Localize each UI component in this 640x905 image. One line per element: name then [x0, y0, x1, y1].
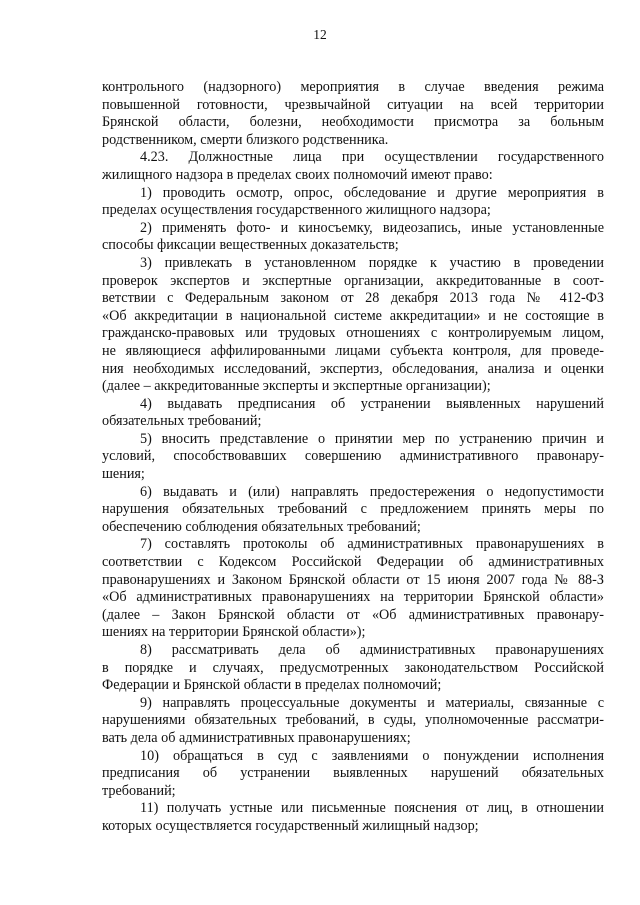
text-line: обеспечению соблюдения обязательных требований; [102, 518, 421, 535]
text-line: 9) направлять процессуальные документы и материалы, связанные с [140, 694, 604, 711]
text-line: нарушения обязательных требований с предложением принять меры по [102, 501, 604, 518]
paragraph [102, 431, 604, 484]
paragraph [102, 149, 604, 184]
paragraph [102, 255, 604, 396]
text-line: гражданско-правовых или трудовых отношениях с контролируемым лицом, [102, 325, 604, 342]
text-line: 7) составлять протоколы об административных правонарушениях в [140, 536, 604, 553]
paragraph [102, 695, 604, 748]
text-line: родственником, смерти близкого родственника. [102, 131, 389, 148]
paragraph [102, 484, 604, 537]
text-line: (далее – аккредитованные эксперты и экспертные организации); [102, 378, 491, 395]
text-line: 4) выдавать предписания об устранении выявленных нарушений [140, 395, 604, 412]
text-line: «Об административных правонарушениях на территории Брянской области» [102, 589, 604, 606]
text-line: обязательных требований; [102, 413, 262, 430]
text-line: соответствии с Кодексом Российской Федерации об административных [102, 554, 604, 571]
text-line: правонарушениях и Законом Брянской области от 15 июня 2007 года № 88-З [102, 571, 604, 588]
text-line: 4.23. Должностные лица при осуществлении государственного [140, 149, 604, 166]
text-line: повышенной готовности, чрезвычайной ситуации на всей территории [102, 96, 604, 113]
text-line: 2) применять фото- и киносъемку, видеозапись, иные установленные [140, 219, 604, 236]
text-line: 1) проводить осмотр, опрос, обследование и другие мероприятия в [140, 184, 604, 201]
text-line: 3) привлекать в установленном порядке к участию в проведении [140, 254, 604, 271]
text-line: требований; [102, 782, 176, 799]
text-line: ния необходимых исследований, экспертиз, обследования, анализа и оценки [102, 360, 604, 377]
document-body [102, 79, 604, 836]
paragraph [102, 536, 604, 642]
paragraph [102, 396, 604, 431]
text-line: (далее – Закон Брянской области от «Об административных правонару- [102, 606, 604, 623]
paragraph [102, 642, 604, 695]
text-line: 11) получать устные или письменные пояснения от лиц, в отношении [140, 800, 604, 817]
text-line: в порядке и случаях, предусмотренных законодательством Российской [102, 659, 604, 676]
text-line: Брянской области, болезни, необходимости присмотра за больным [102, 114, 604, 131]
text-line: не являющиеся аффилированными лицами субъекта контроля, для проведе- [102, 342, 604, 359]
text-line: вать дела об административных правонарушениях; [102, 729, 411, 746]
text-line: нарушениями обязательных требований, в суды, уполномоченные рассматри- [102, 712, 604, 729]
text-line: шениях на территории Брянской области»); [102, 624, 366, 641]
text-line: шения; [102, 466, 145, 483]
text-line: «Об аккредитации в национальной системе аккредитации» и не состоящие в [102, 307, 604, 324]
text-line: 5) вносить представление о принятии мер по устранению причин и [140, 430, 604, 447]
paragraph [102, 79, 604, 149]
text-line: предписания об устранении выявленных нарушений обязательных [102, 765, 604, 782]
text-line: проверок экспертов и экспертные организации, аккредитованные в соот- [102, 272, 604, 289]
text-line: пределах осуществления государственного жилищного надзора; [102, 202, 491, 219]
text-line: 6) выдавать и (или) направлять предостережения о недопустимости [140, 483, 604, 500]
text-line: жилищного надзора в пределах своих полномочий имеют право: [102, 166, 493, 183]
page-number: 12 [313, 27, 327, 42]
paragraph [102, 800, 604, 835]
text-line: 8) рассматривать дела об административных правонарушениях [140, 642, 604, 658]
text-line: контрольного (надзорного) мероприятия в случае введения режима [102, 79, 604, 95]
paragraph [102, 220, 604, 255]
text-line: ветствии с Федеральным законом от 28 декабря 2013 года № 412-ФЗ [102, 290, 604, 307]
text-line: которых осуществляется государственный жилищный надзор; [102, 817, 479, 834]
text-line: условий, способствовавших совершению административного правонару- [102, 448, 604, 465]
text-line: Федерации и Брянской области в пределах полномочий; [102, 677, 442, 694]
paragraph [102, 185, 604, 220]
text-line: 10) обращаться в суд с заявлениями о понуждении исполнения [140, 747, 604, 764]
paragraph [102, 748, 604, 801]
text-line: способы фиксации вещественных доказательств; [102, 237, 399, 254]
